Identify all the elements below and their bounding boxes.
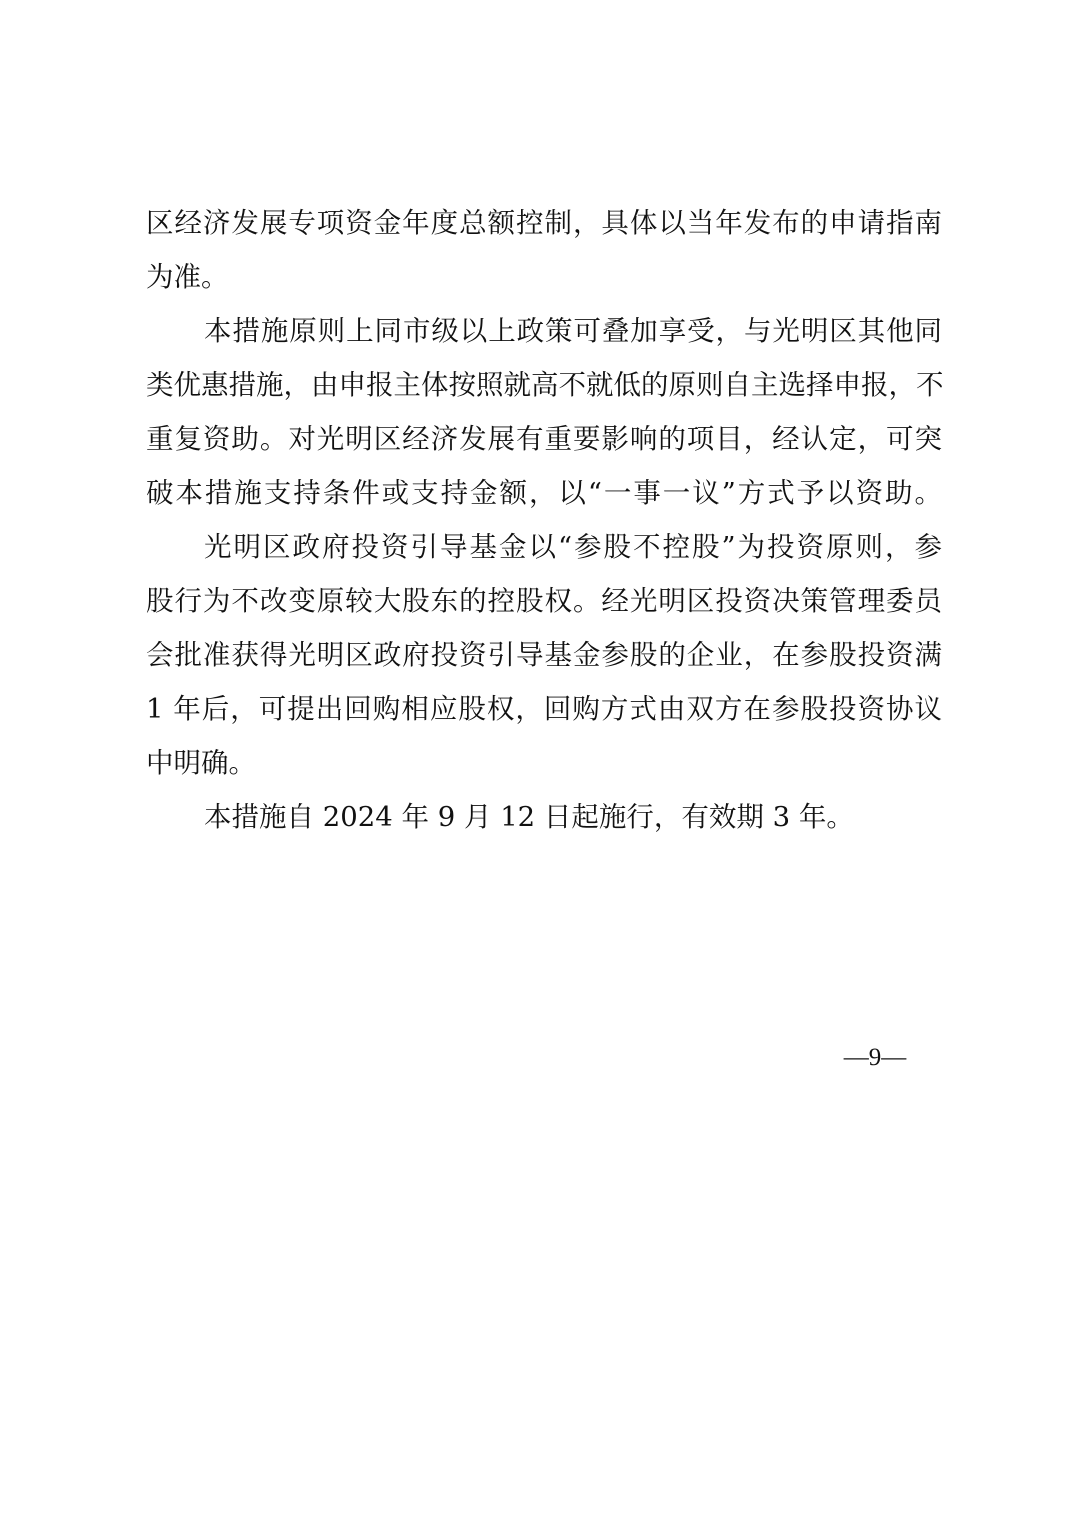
paragraph-3-line-4: 1 年后，可提出回购相应股权，回购方式由双方在参股投资协议	[146, 693, 942, 725]
document-body	[146, 196, 942, 844]
paragraph-4-line-1: 本措施自 2024 年 9 月 12 日起施行，有效期 3 年。	[204, 801, 854, 833]
page-number: —9—	[843, 1044, 907, 1071]
paragraph-2-line-3: 重复资助。对光明区经济发展有重要影响的项目，经认定，可突	[146, 423, 942, 455]
paragraph-1-line-2: 为准。	[146, 261, 229, 293]
paragraph-3-line-2: 股行为不改变原较大股东的控股权。经光明区投资决策管理委员	[146, 585, 942, 617]
paragraph-2-line-4: 破本措施支持条件或支持金额，以“一事一议”方式予以资助。	[146, 477, 942, 509]
paragraph-3-line-3: 会批准获得光明区政府投资引导基金参股的企业，在参股投资满	[146, 639, 942, 671]
paragraph-2-line-1: 本措施原则上同市级以上政策可叠加享受，与光明区其他同	[204, 315, 942, 347]
paragraph-3-line-5: 中明确。	[146, 747, 256, 779]
paragraph-3-line-1: 光明区政府投资引导基金以“参股不控股”为投资原则，参	[204, 531, 942, 563]
paragraph-1-line-1: 区经济发展专项资金年度总额控制，具体以当年发布的申请指南	[146, 207, 942, 239]
paragraph-2-line-2: 类优惠措施，由申报主体按照就高不就低的原则自主选择申报，不	[146, 369, 944, 401]
